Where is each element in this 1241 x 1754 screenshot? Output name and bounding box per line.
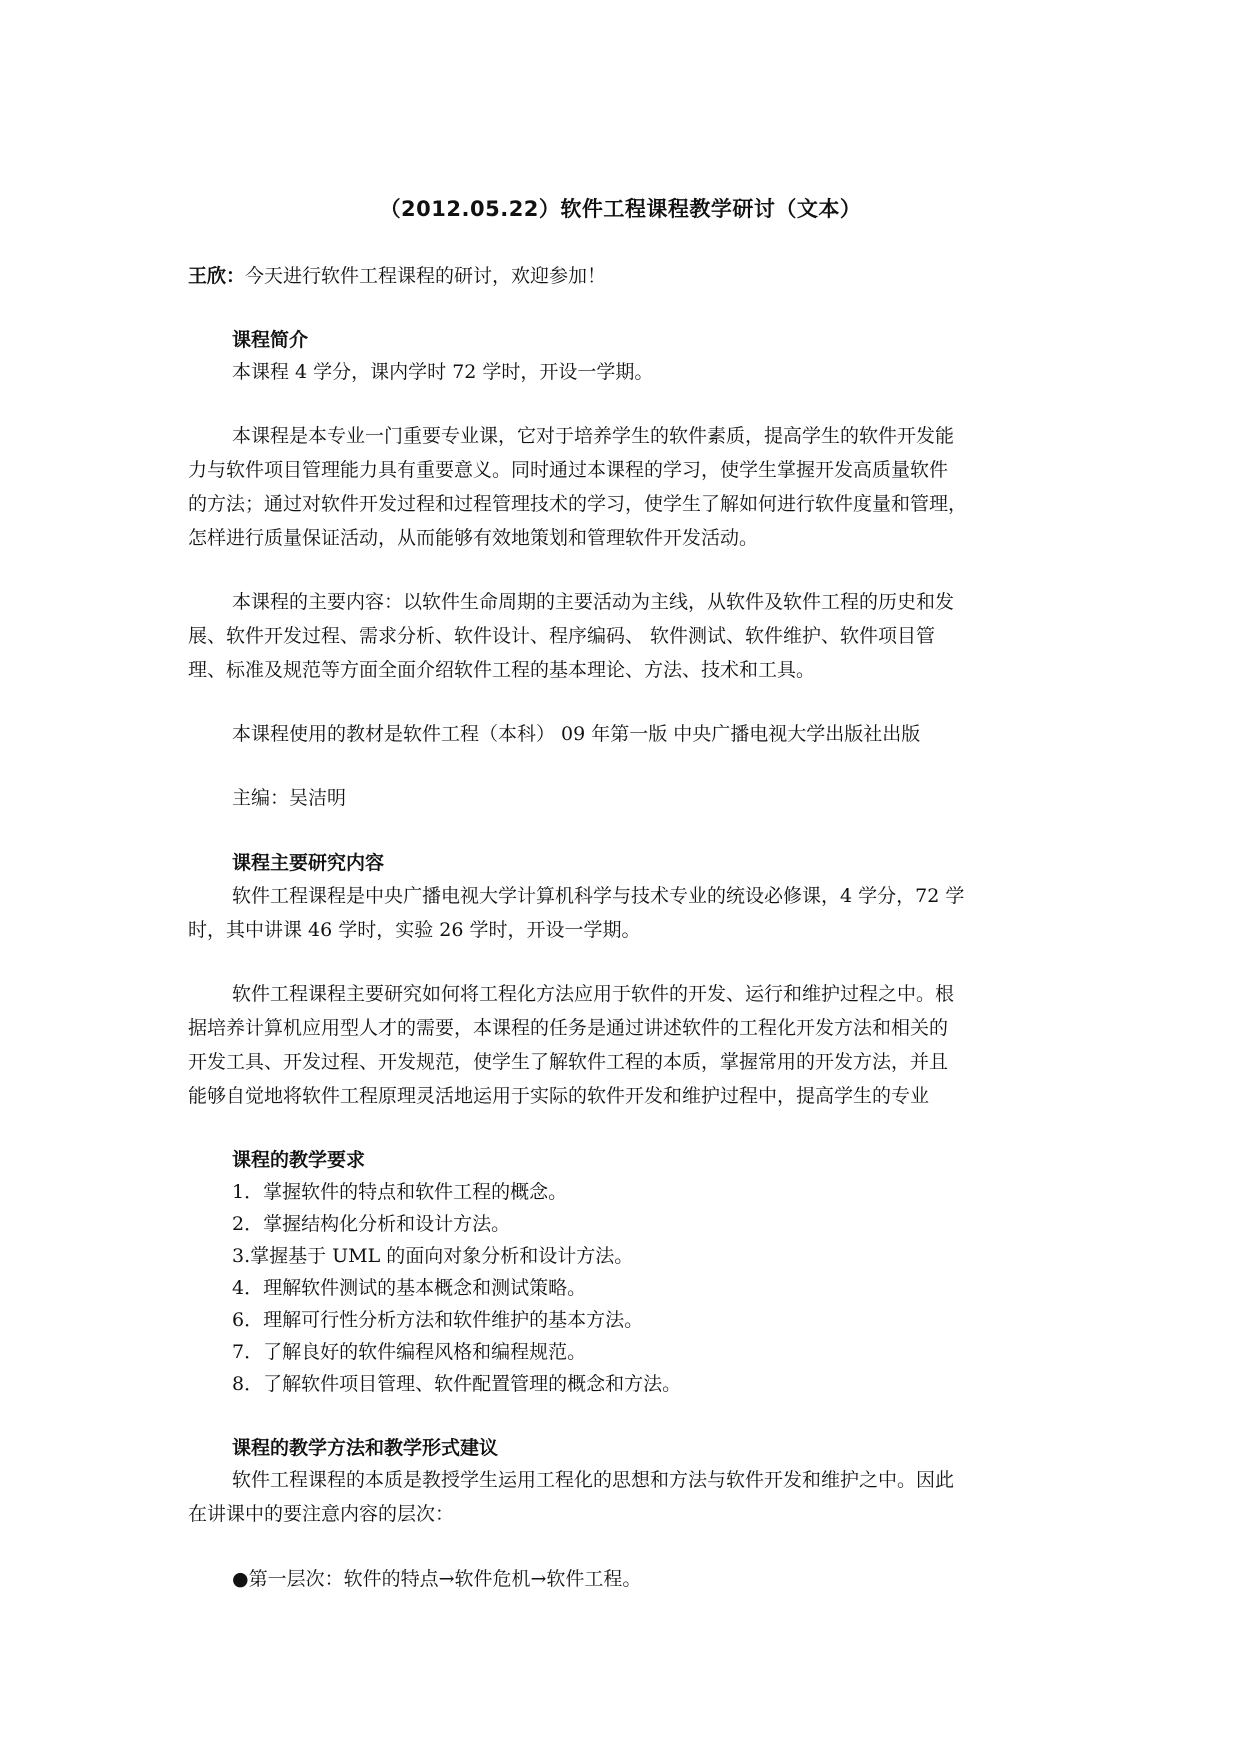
section-heading-teaching-methods: 课程的教学方法和教学形式建议: [232, 1437, 499, 1459]
section-heading-teaching-requirements: 课程的教学要求: [232, 1149, 366, 1171]
paragraph-line: 本课程 4 学分，课内学时 72 学时，开设一学期。: [232, 361, 654, 383]
editor-line: 主编：吴洁明: [232, 787, 347, 809]
list-item: 6．理解可行性分析方法和软件维护的基本方法。: [232, 1309, 644, 1331]
list-item: 8．了解软件项目管理、软件配置管理的概念和方法。: [232, 1373, 682, 1395]
paragraph-line: 软件工程课程主要研究如何将工程化方法应用于软件的开发、运行和维护过程之中。根: [232, 983, 955, 1005]
list-item: 3.掌握基于 UML 的面向对象分析和设计方法。: [232, 1245, 634, 1267]
paragraph-line: 在讲课中的要注意内容的层次：: [188, 1503, 455, 1525]
intro-line: [188, 259, 606, 293]
paragraph-line: 能够自觉地将软件工程原理灵活地运用于实际的软件开发和维护过程中，提高学生的专业: [188, 1085, 930, 1107]
textbook-line: 本课程使用的教材是软件工程（本科） 09 年第一版 中央广播电视大学出版社出版: [232, 723, 921, 745]
paragraph-line: 软件工程课程的本质是教授学生运用工程化的思想和方法与软件开发和维护之中。因此: [232, 1469, 955, 1491]
list-item: 7．了解良好的软件编程风格和编程规范。: [232, 1341, 587, 1363]
intro-text: 今天进行软件工程课程的研讨，欢迎参加！: [245, 265, 607, 287]
paragraph-line: 理、标准及规范等方面全面介绍软件工程的基本理论、方法、技术和工具。: [188, 659, 816, 681]
section-heading-research-content: 课程主要研究内容: [232, 852, 385, 874]
paragraph-line: 展、软件开发过程、需求分析、软件设计、程序编码、 软件测试、软件维护、软件项目管: [188, 625, 936, 647]
list-item: 2．掌握结构化分析和设计方法。: [232, 1213, 511, 1235]
paragraph-line: 的方法；通过对软件开发过程和过程管理技术的学习，使学生了解如何进行软件度量和管理，: [188, 493, 968, 515]
paragraph-line: 时，其中讲课 46 学时，实验 26 学时，开设一学期。: [188, 919, 641, 941]
list-item: 1．掌握软件的特点和软件工程的概念。: [232, 1181, 568, 1203]
paragraph-line: 怎样进行质量保证活动，从而能够有效地策划和管理软件开发活动。: [188, 527, 759, 549]
paragraph-line: 开发工具、开发过程、开发规范，使学生了解软件工程的本质，掌握常用的开发方法，并且: [188, 1051, 949, 1073]
paragraph-line: 力与软件项目管理能力具有重要意义。同时通过本课程的学习，使学生掌握开发高质量软件: [188, 459, 949, 481]
section-heading-course-intro: 课程简介: [232, 329, 309, 351]
document-title: （2012.05.22）软件工程课程教学研讨（文本）: [379, 197, 862, 221]
paragraph-line: 本课程是本专业一门重要专业课，它对于培养学生的软件素质，提高学生的软件开发能: [232, 425, 955, 447]
speaker-name: 王欣：: [188, 265, 246, 287]
bullet-item: ●第一层次：软件的特点→软件危机→软件工程。: [232, 1568, 642, 1590]
paragraph-line: 本课程的主要内容：以软件生命周期的主要活动为主线，从软件及软件工程的历史和发: [232, 591, 955, 613]
paragraph-line: 据培养计算机应用型人才的需要，本课程的任务是通过讲述软件的工程化开发方法和相关的: [188, 1017, 949, 1039]
list-item: 4．理解软件测试的基本概念和测试策略。: [232, 1277, 587, 1299]
paragraph-line: 软件工程课程是中央广播电视大学计算机科学与技术专业的统设必修课，4 学分，72 学: [232, 885, 965, 907]
